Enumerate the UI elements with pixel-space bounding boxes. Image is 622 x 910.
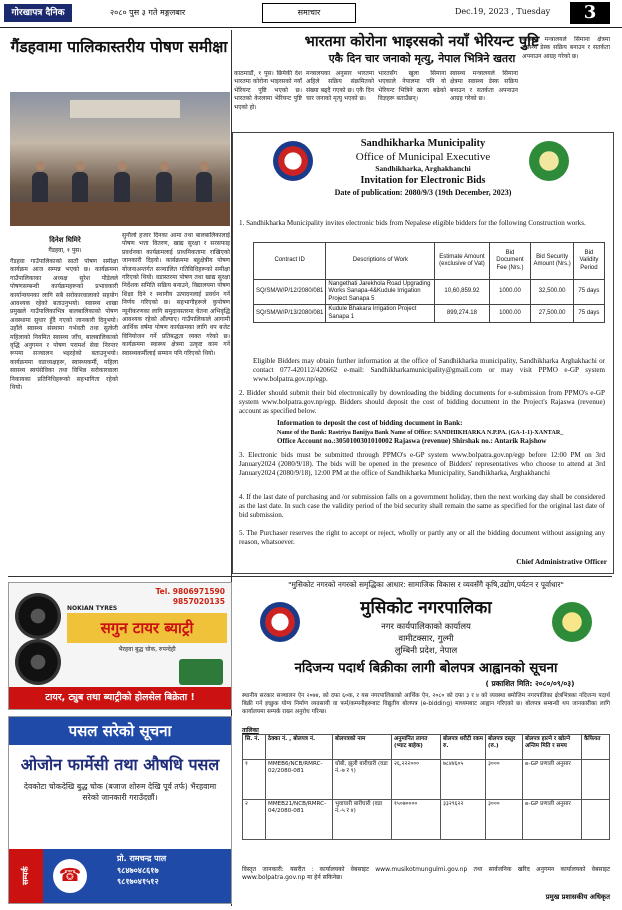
photo-banner xyxy=(70,100,180,118)
shop-name: सगुन टायर ब्याट्री xyxy=(67,613,227,643)
bid-cell: 32,500.00 xyxy=(531,280,573,305)
section-divider xyxy=(8,576,612,577)
municipality-slogan: "मुसिकोट नगरको नगरको समृद्धिका आधार: सामाजिक विकास र व्यवसँगै कृषि,उद्योग,पर्यटन र पूर्वाधार" xyxy=(288,580,564,589)
bid-cell: 10,60,859.92 xyxy=(435,280,489,305)
table-row xyxy=(254,280,605,305)
table-cell: ३००० xyxy=(486,800,523,840)
right-article-subhead: एकै दिन चार जनाको मृत्यु, नेपाल भित्रिने खतरा xyxy=(328,52,516,65)
office-name: Office of Municipal Executive xyxy=(355,151,491,163)
header-rule xyxy=(0,27,622,28)
photo-person-head xyxy=(200,161,209,171)
tyre-advertisement xyxy=(8,582,232,710)
table-cell: १ xyxy=(243,760,266,800)
meeting-photo xyxy=(10,92,230,226)
pharmacy-phone-1: ९८४७०४८६१७ xyxy=(117,865,159,875)
pharmacy-advertisement xyxy=(8,716,232,904)
pharmacy-address: देवकोटा चोकदेखि बुद्ध चोक (बजाज शोरुम देखि पूर्व तर्फ) भैरहवामा सरेको जानकारी गराउँदछौं। xyxy=(23,782,217,802)
bid-table-header-cell: Descriptions of Work xyxy=(326,243,435,280)
notice-title: नदिजन्य पदार्थ बिक्रीका लागी बोलपत्र आह्वानको सूचना xyxy=(294,661,558,676)
table-cell: MMEB21/NCB/RMRC-04/2080-081 xyxy=(266,800,333,840)
table-cell: १५०७०००० xyxy=(392,800,441,840)
bid-cell: 75 days xyxy=(573,280,604,305)
right-article-headline: भारतमा कोरोना भाइरसको नयाँ भेरियन्ट पुष्टि xyxy=(304,34,540,50)
bid-table-header-cell: Bid Validity Period xyxy=(573,243,604,280)
table-row xyxy=(243,800,610,840)
battery-icon xyxy=(179,659,223,685)
table-cell: ३००० xyxy=(486,760,523,800)
pharmacy-contacts xyxy=(117,853,227,888)
table-cell: २६,२२२००० xyxy=(392,760,441,800)
photo-person-head xyxy=(36,161,45,171)
article-author: दिनेश घिमिरे xyxy=(49,235,81,244)
bid-cell: 27,500.00 xyxy=(531,305,573,323)
notice-para-4: 4. If the last date of purchasing and /or submission falls on a government holiday, then the next working day shall be considered as the last date. In such case the validity period of the bid security shall remain the same as specified for the original last date of bid submission. xyxy=(239,493,605,520)
table-cell: धोबी, झुली बारीघारी (वडा नं.-७ र ९) xyxy=(333,760,392,800)
pharmacy-phone-2: ९८१७०४१५१२ xyxy=(117,877,159,886)
notice-para-3: 3. Electronic bids must be submitted through PPMO's e-GP system www.bolpatra.gov.np/egp before 12:00 PM on 3rd January2024 (2080/9/18). The bids will be opened in the presence of Bidders' representatives who choose to attend at 3rd January2024 (2080/9/18), 12:00 PM at the office of Sandhikharka Municipality, Sandhikharka, Arghakhanchi xyxy=(239,451,605,478)
left-article-col2: सुनौलो हजार दिनका आमा तथा बालबालिकालाई पोषण भत्ता वितरण, खाद्य सुरक्षा र सरसफाइ प्रवर्धनका कार्यक्रमलाई प्राथमिकतामा राखिएको जानकारी दिइयो। कार्यक्रममा बहुक्षेत्रीय पोषण योजनाअन्तर्गत सञ्चालित गतिविधिहरूको समीक्षा गरिएको थियो। वडास्तरमा पोषण तथा खाद्य सुरक्षा निर्देशक समिति सक्रिय बनाउने, विद्यालयमा पोषण शिक्षा दिने र स्थानीय उत्पादनलाई प्रवर्धन गर्ने निर्णय गरिएको छ। सहभागीहरूले कुपोषण न्यूनीकरणका लागि समुदायस्तरमा चेतना अभिवृद्धि आवश्यक रहेको औंल्याए। गाउँपालिकाले आगामी आर्थिक वर्षमा पोषण कार्यक्रमका लागि थप बजेट विनियोजन गर्ने प्रतिबद्धता व्यक्त गरेको छ। कार्यक्रममा स्वास्थ्य क्षेत्रमा उत्कृष्ट काम गर्ने स्वास्थ्यकर्मीलाई सम्मान पनि गरिएको थियो। xyxy=(122,232,230,357)
table-cell xyxy=(582,800,610,840)
table-cell xyxy=(582,760,610,800)
province-name: लुम्बिनी प्रदेश, नेपाल xyxy=(394,645,458,655)
right-article-col5: स्वास्थ्य मन्त्रालयले सिमाना क्षेत्रमा स्वास्थ्य डेस्क सक्रिय बनाउन र सतर्कता अपनाउन आग्रह गरेको छ। xyxy=(522,36,610,60)
table-header-cell: बोलपत्र हाल्ने र खोल्ने अन्तिम मिति र समय xyxy=(523,735,582,760)
left-article-col1: गैंडहवा गाउँपालिकाको सातौं पोषण समीक्षा कार्यक्रम आज सम्पन्न भएको छ। कार्यक्रममा गाउँपालिकाका अध्यक्ष सुरेश पौडेलले पोषणसम्बन्धी कार्यक्रमहरूको प्रभावकारी कार्यान्वयनका लागि सबै सरोकारवालाको सहयोग आवश्यक रहेको बताउनुभयो। स्वास्थ्य शाखा प्रमुखले गाउँपालिकाभित्र बालबालिकाको पोषण अवस्थामा सुधार हुँदै गएको जानकारी दिनुभयो। उहाँले स्वास्थ्य संस्थामा गर्भवती तथा सुत्केरी महिलाको नियमित स्वास्थ्य जाँच, बालबालिकाको वृद्धि अनुगमन र पोषण परामर्श सेवा निरन्तर रूपमा सञ्चालन भइरहेको बताउनुभयो। कार्यक्रममा वडाध्यक्षहरू, स्वास्थ्यकर्मी, महिला स्वास्थ्य स्वयंसेविका तथा विभिन्न सरोकारवाला निकायका प्रतिनिधिहरूको सहभागिता रहेको थियो। xyxy=(10,258,118,392)
article-dateline: गैंडहवा, १ पुस। xyxy=(48,247,82,254)
bid-cell: Kudule Bhakara Irrigation Project Sanapa 1 xyxy=(326,305,435,323)
table-cell: e-GP प्रणाली अनुसार xyxy=(523,760,582,800)
table-header-cell: कैफियत xyxy=(582,735,610,760)
photo-person-head xyxy=(76,161,85,171)
bid-cell: 899,274.18 xyxy=(435,305,489,323)
table-cell: e-GP प्रणाली अनुसार xyxy=(523,800,582,840)
photo-person-head xyxy=(118,161,127,171)
bid-table-header xyxy=(254,243,605,280)
bid-table-header-cell: Bid Security Amount (Nrs.) xyxy=(531,243,573,280)
notice-title: Invitation for Electronic Bids xyxy=(360,175,486,186)
bid-table-header-cell: Contract ID xyxy=(254,243,326,280)
bid-table-header-cell: Bid Document Fee (Nrs.) xyxy=(489,243,531,280)
office-name: नगर कार्यपालिकाको कार्यालय xyxy=(381,621,471,631)
table-label: तालिका xyxy=(242,727,259,734)
ad-phone-1: Tel. 9806971590 xyxy=(155,587,225,596)
bid-cell: 1000.00 xyxy=(489,280,531,305)
section-label: समाचार xyxy=(262,3,356,23)
municipality-name: Sandhikharka Municipality xyxy=(360,138,486,149)
bid-table xyxy=(253,242,605,323)
table-header-cell: अनुमानित लागत (भ्याट बाहेक) xyxy=(392,735,441,760)
table-cell: MMEB6/NCB/RMRC-02/2080-081 xyxy=(266,760,333,800)
office-place: वामीटक्सार, गुल्मी xyxy=(398,633,454,643)
bid-cell: SQ/SM/W/P/12/2080/081 xyxy=(254,280,326,305)
table-header-cell: बोलपत्र धरौटी रकम रु. xyxy=(441,735,486,760)
tyre-brand: NOKIAN TYRES xyxy=(67,605,118,612)
right-article-col2: मन्त्रालयका अनुसार भारतमा अहिले सक्रिय संक्रमितको संख्या बढ्दै गएको छ। एकै दिन चार जनाको मृत्यु भएको छ। xyxy=(306,70,374,103)
bid-table-header-cell: Estimate Amount (exclusive of Vat) xyxy=(435,243,489,280)
ad-phone-2: 9857020135 xyxy=(172,597,225,606)
right-article-col3: भारतसँग खुला सिमाना भएकाले नेपालमा पनि यो भेरियन्ट भित्रिने खतरा बढेको विज्ञहरू बताउँछन्। xyxy=(378,70,446,103)
musikot-bid-notice xyxy=(240,580,612,904)
relocation-title: पसल सरेको सूचना xyxy=(9,717,231,745)
table-header-cell: बोलपत्रको नाम xyxy=(333,735,392,760)
photo-person-head xyxy=(160,161,169,171)
newspaper-logo: गोरखापत्र दैनिक xyxy=(4,4,72,22)
table-header-row xyxy=(243,735,610,760)
table-cell: ३३२९६२२ xyxy=(441,800,486,840)
notice-signature: प्रमुख प्रशासकीय अधिकृत xyxy=(545,893,610,901)
shop-address: भैरहवा बुद्ध चोक, रुपन्देही xyxy=(118,646,176,653)
municipality-name: मुसिकोट नगरपालिका xyxy=(360,598,492,618)
bid-cell: SQ/SM/W/P/13/2080/081 xyxy=(254,305,326,323)
table-cell: २ xyxy=(243,800,266,840)
pharmacy-name: ओजोन फार्मेसी तथा औषधि पसल xyxy=(20,755,220,774)
notice-paragraph: स्थानीय सरकार सञ्चालन ऐन २०७४, को दफा ६०क, र यस नगरपालिकाको आर्थिक ऐन, २०८० को दफा ३ र ४ को व्यवस्था बमोजिम नगरपालिका क्षेत्रभित्रका नदिजन्य पदार्थ बिक्री गर्न इच्छुक योग्य निर्माण व्यवसायी वा फर्म/कम्पनीहरूबाट विद्युतीय बोलपत्र (e-bidding) माध्यमबाट आह्वान गरिएको छ। बोलपत्र सम्बन्धी थप जानकारीका लागि कार्यालयमा सम्पर्क राख्न अनुरोध गरिन्छ। xyxy=(242,693,610,715)
phone-icon: ☎ xyxy=(53,859,87,893)
left-article-headline: गैंडहवामा पालिकास्तरीय पोषण समीक्षा xyxy=(10,38,228,56)
table-header-cell: सि. नं. xyxy=(243,735,266,760)
notice-footer: विस्तृत जानकारी: यसरीत : कार्यालयको वेबसाइट www.musikotmungulmi.gov.np तथा सार्वजनिक खरिद अनुगमन कार्यालयको वेबसाइट www.bolpatra.gov.np मा हेर्न सकिनेछ। xyxy=(242,866,610,882)
office-place: Sandhikharka, Arghakhanchi xyxy=(375,164,471,173)
table-cell: भुवाघारी बारीघारी (वडा नं.-५ र ४) xyxy=(333,800,392,840)
notice-title-block xyxy=(233,137,613,198)
photo-table xyxy=(10,202,230,226)
notice-para-5: 5. The Purchaser reserves the right to accept or reject, wholly or partly any or all the bidding document without assigning any reason, whatsoever. xyxy=(239,529,605,547)
proprietor-name: प्रो. रामचन्द्र पाल xyxy=(117,854,167,863)
page-header xyxy=(0,0,622,26)
eligibility-text: Eligible Bidders may obtain further information at the office of Sandhikharka municipality, Sandhikharka Arghakhachi or contact 077-420112/420662 e-mail: Sandhikharkamunicipality@gmail.com or may visit PPMO e-GP system www.bolpatra.gov.np/egp. xyxy=(253,357,605,384)
bid-cell: Nangethati Jarekhola Road Upgrading Works Sanapa-4&Kudule Irrigation Project Sanapa 5 xyxy=(326,280,435,305)
tyre-icon xyxy=(15,593,61,639)
table-row xyxy=(243,760,610,800)
bank-name: Name of the Bank: Rastriya Banijya Bank Name of Office: SANDHIKHARKA N.P.PA. (GA-1-1)-XANTAR_ xyxy=(277,429,564,436)
bank-account: Office Account no.:3050100301010002 Rajaswa (revenue) Shirshak no.: Antarik Rajshow xyxy=(277,437,547,445)
bank-info-heading: Information to deposit the cost of bidding document in Bank: xyxy=(277,419,463,427)
bid-cell: 1000.00 xyxy=(489,305,531,323)
notice-para-1: 1. Sandhikharka Municipality invites electronic bids from Nepalese eligible bidders for the following Construction works. xyxy=(239,219,586,227)
contact-label: सम्पर्क xyxy=(9,849,43,903)
notice-para-2: 2. Bidder should submit their bid electronically by downloading the bidding documents for e-submission from PPMO's e-GP system www.bolpatra.gov.np/egp. Bidders should deposit the cost of bidding document in the Project's Rajaswa (revenue) account as specified below. xyxy=(239,389,605,416)
right-article-col1: काठमाडौं, १ पुस। छिमेकी देश भारतमा कोरोना भाइरसको नयाँ भेरियन्ट पुष्टि भएको छ। भारतको केरलामा भेरियन्ट पुष्टि भएको हो। xyxy=(234,70,302,111)
table-cell: ७८४४६०५ xyxy=(441,760,486,800)
right-article-col4: स्वास्थ्य मन्त्रालयले सिमाना क्षेत्रमा स्वास्थ्य डेस्क सक्रिय बनाउन र सतर्कता अपनाउन आग्रह गरेको छ। xyxy=(450,70,518,103)
table-header-cell: ठेक्का नं. , बोलपत्र नं. xyxy=(266,735,333,760)
tyre-icon xyxy=(15,639,61,685)
bid-cell: 75 days xyxy=(573,305,604,323)
ad-phone xyxy=(105,587,225,607)
english-date: Dec.19, 2023 , Tuesday xyxy=(455,7,551,16)
tyre-ad-tagline: टायर, ट्युब तथा ब्याट्रीको होलसेल बिक्रेता ! xyxy=(9,687,231,709)
publication-date: Date of publication: 2080/9/3 (19th December, 2023) xyxy=(334,188,512,197)
nepali-dateline: २०८० पुस ३ गते मङ्गलबार xyxy=(110,8,186,17)
publication-date: ( प्रकाशित मिति: २०८०/०९/०३) xyxy=(485,679,575,688)
page-number: 3 xyxy=(570,2,610,24)
musikot-bid-table xyxy=(242,734,610,840)
notice-signature: Chief Administrative Officer xyxy=(516,557,607,566)
table-header-cell: बोलपत्र दस्तुर (रु.) xyxy=(486,735,523,760)
sandhikharka-bid-notice xyxy=(232,132,614,574)
table-row xyxy=(254,305,605,323)
